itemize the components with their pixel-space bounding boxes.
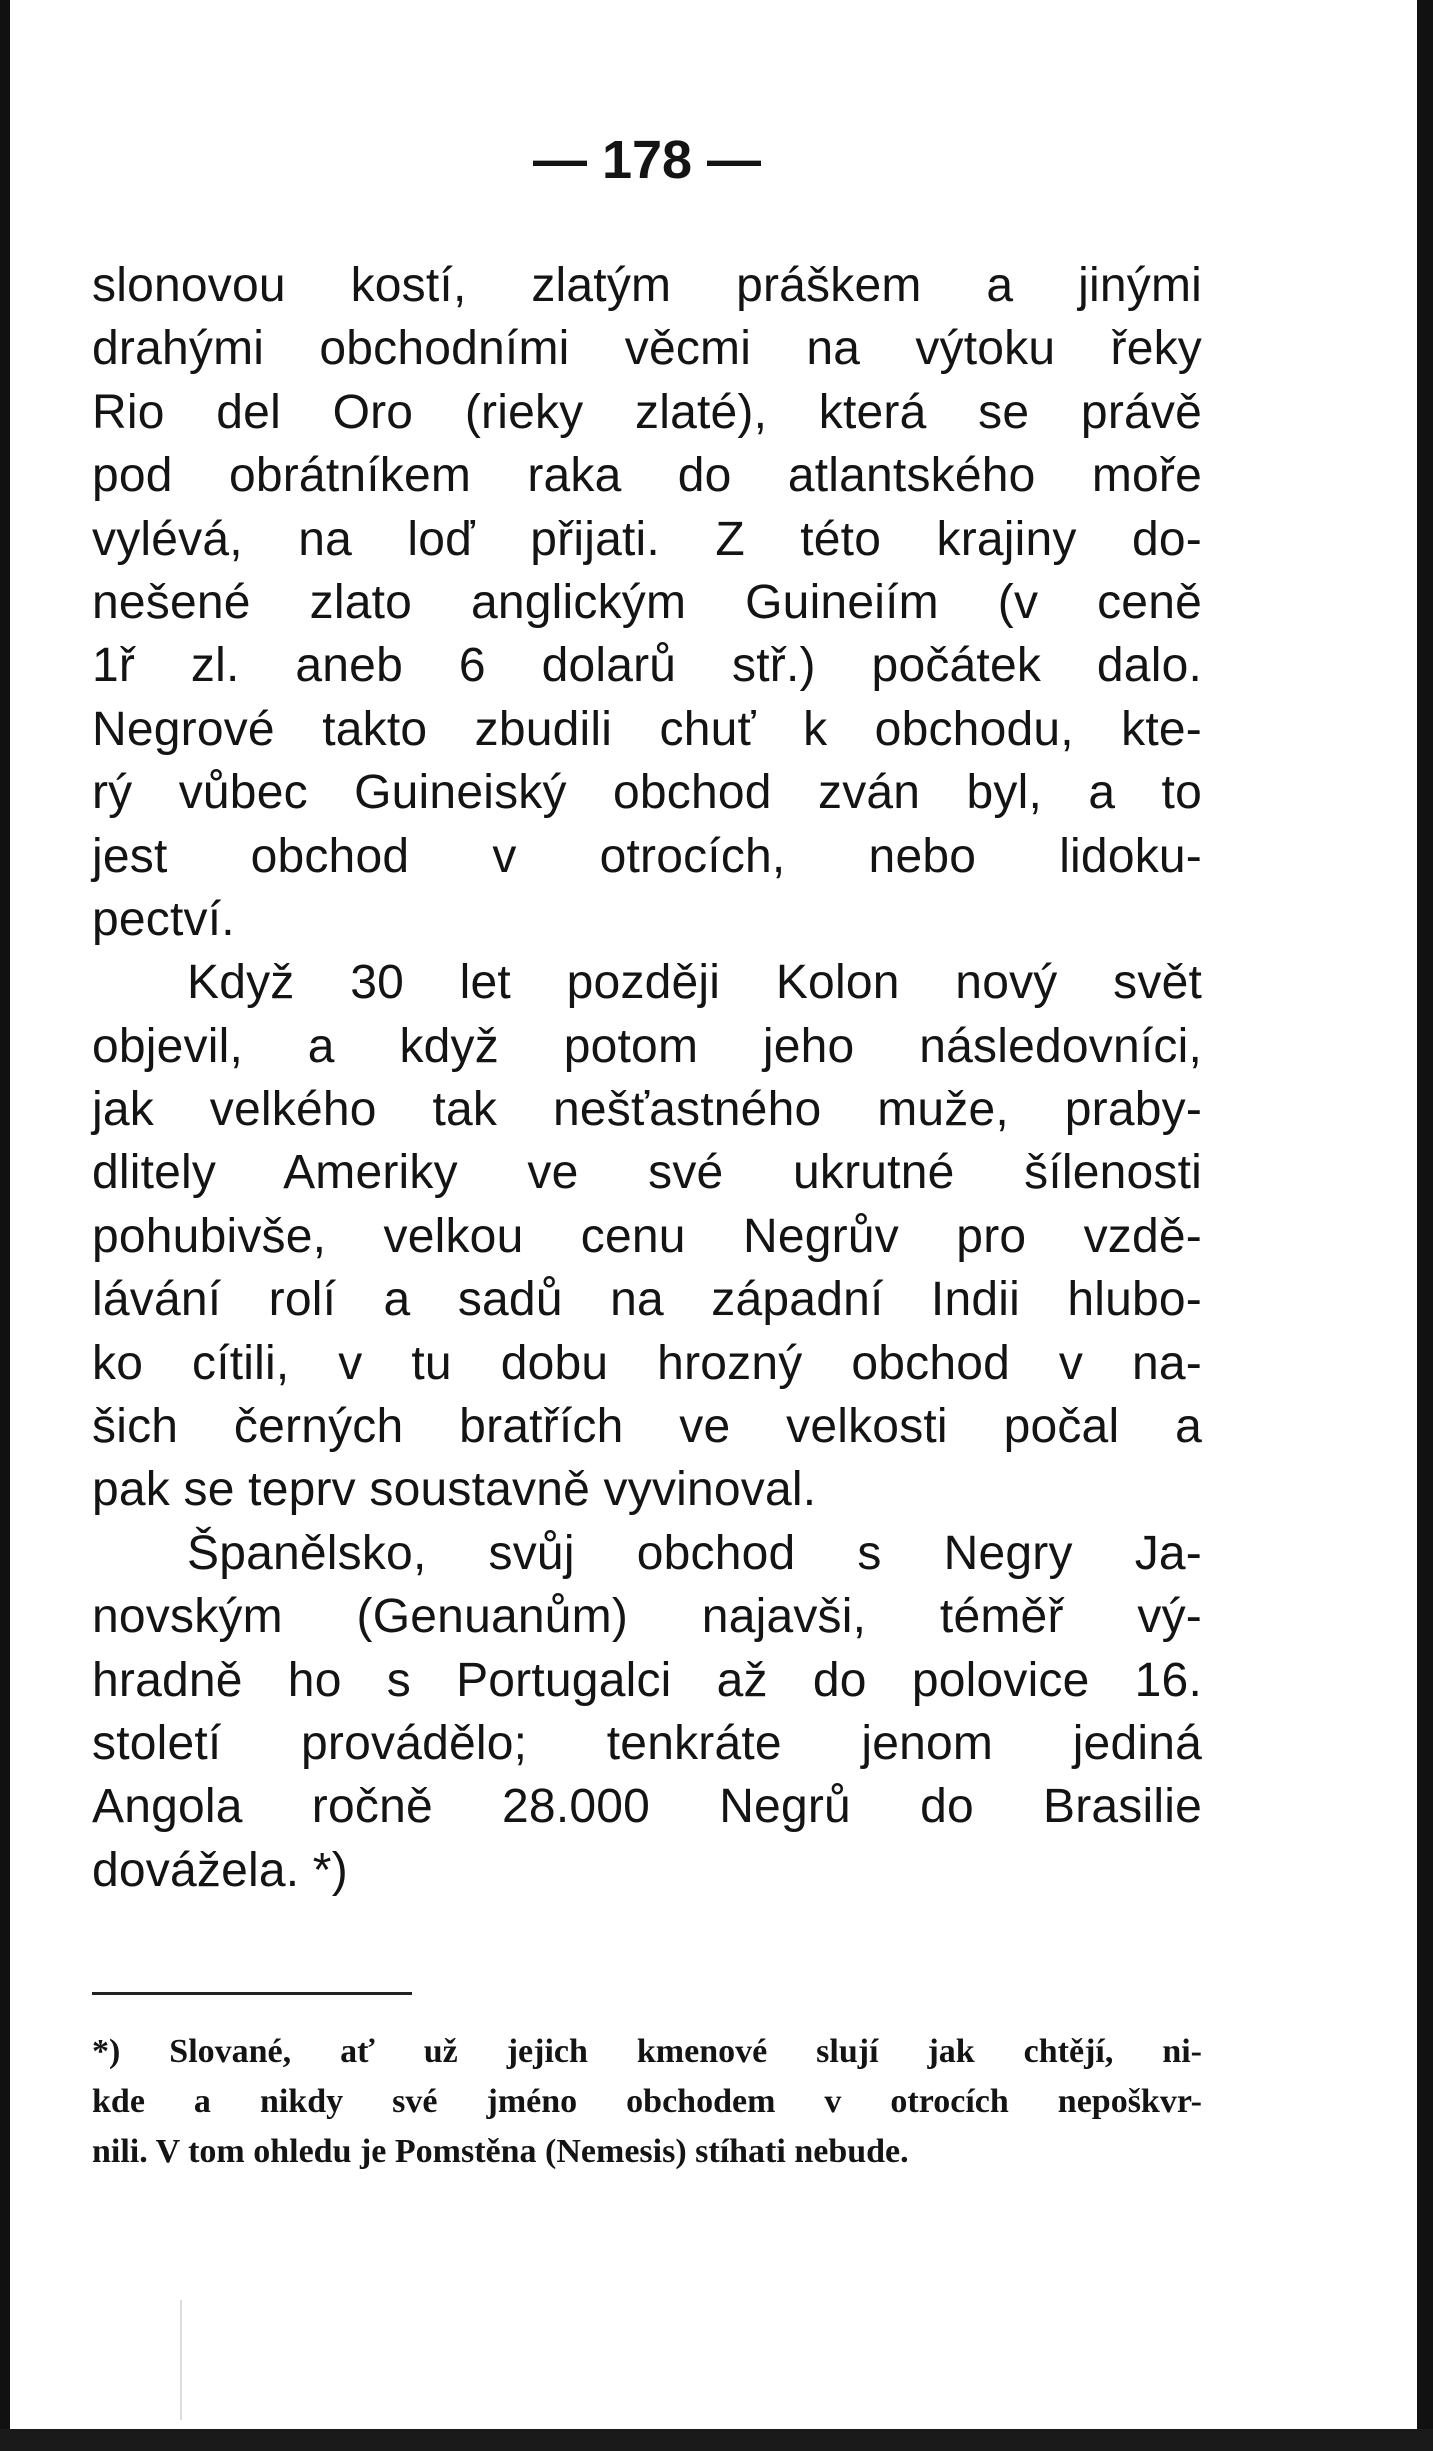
footnote-line: *) Slované, ať už jejich kmenové slují jak chtějí, ni- — [92, 2033, 1202, 2071]
footnote — [92, 2027, 1202, 2177]
text-line: Angola ročně 28.000 Negrů do Brasilie — [92, 1780, 1202, 1834]
text-line: dlitely Ameriky ve své ukrutné šílenosti — [92, 1146, 1202, 1200]
text-line: objevil, a když potom jeho následovníci, — [92, 1019, 1202, 1073]
text-line: jak velkého tak nešťastného muže, praby- — [92, 1083, 1202, 1137]
footnote-divider — [92, 1992, 412, 1995]
text-line: jest obchod v otrocích, nebo lidoku- — [92, 829, 1202, 883]
text-line: Rio del Oro (rieky zlaté), která se právě — [92, 385, 1202, 439]
text-line: 1ř zl. aneb 6 dolarů stř.) počátek dalo. — [92, 639, 1202, 693]
page-number: — 178 — — [532, 130, 762, 190]
text-line: drahými obchodními věcmi na výtoku řeky — [92, 322, 1202, 376]
paragraph-first-line: Když 30 let později Kolon nový svět — [187, 956, 1202, 1010]
book-page — [92, 120, 1202, 2177]
text-line: pak se teprv soustavně vyvinoval. — [92, 1463, 817, 1517]
text-line: Negrové takto zbudili chuť k obchodu, kte- — [92, 702, 1202, 756]
scan-border-right — [1417, 0, 1433, 2451]
text-line: pod obrátníkem raka do atlantského moře — [92, 449, 1202, 503]
text-line: lávání rolí a sadů na západní Indii hlubo- — [92, 1273, 1202, 1327]
text-line: dovážela. *) — [92, 1843, 348, 1897]
text-line: novským (Genuanům) najavši, téměř vý- — [92, 1590, 1202, 1644]
footnote-line: kde a nikdy své jméno obchodem v otrocích nepoškvr- — [92, 2083, 1202, 2121]
text-line: šich černých bratřích ve velkosti počal a — [92, 1400, 1202, 1454]
footnote-line: nili. V tom ohledu je Pomstěna (Nemesis) stíhati nebude. — [92, 2133, 909, 2171]
paragraph-first-line: Španělsko, svůj obchod s Negry Ja- — [187, 1526, 1202, 1580]
text-line: nešené zlato anglickým Guineiím (v ceně — [92, 575, 1202, 629]
text-line: pectví. — [92, 892, 235, 946]
scan-border-left — [0, 0, 10, 2451]
text-line: století provádělo; tenkráte jenom jediná — [92, 1716, 1202, 1770]
scan-margin-mark — [180, 2300, 222, 2420]
text-line: hradně ho s Portugalci až do polovice 16. — [92, 1653, 1202, 1707]
text-line: vylévá, na loď přijati. Z této krajiny do- — [92, 512, 1202, 566]
text-line: ko cítili, v tu dobu hrozný obchod v na- — [92, 1336, 1202, 1390]
scan-border-bottom — [0, 2429, 1433, 2451]
text-line: slonovou kostí, zlatým práškem a jinými — [92, 259, 1202, 312]
body-text — [92, 254, 1202, 1902]
text-line: rý vůbec Guineiský obchod zván byl, a to — [92, 766, 1202, 820]
text-line: pohubivše, velkou cenu Negrův pro vzdě- — [92, 1209, 1202, 1263]
